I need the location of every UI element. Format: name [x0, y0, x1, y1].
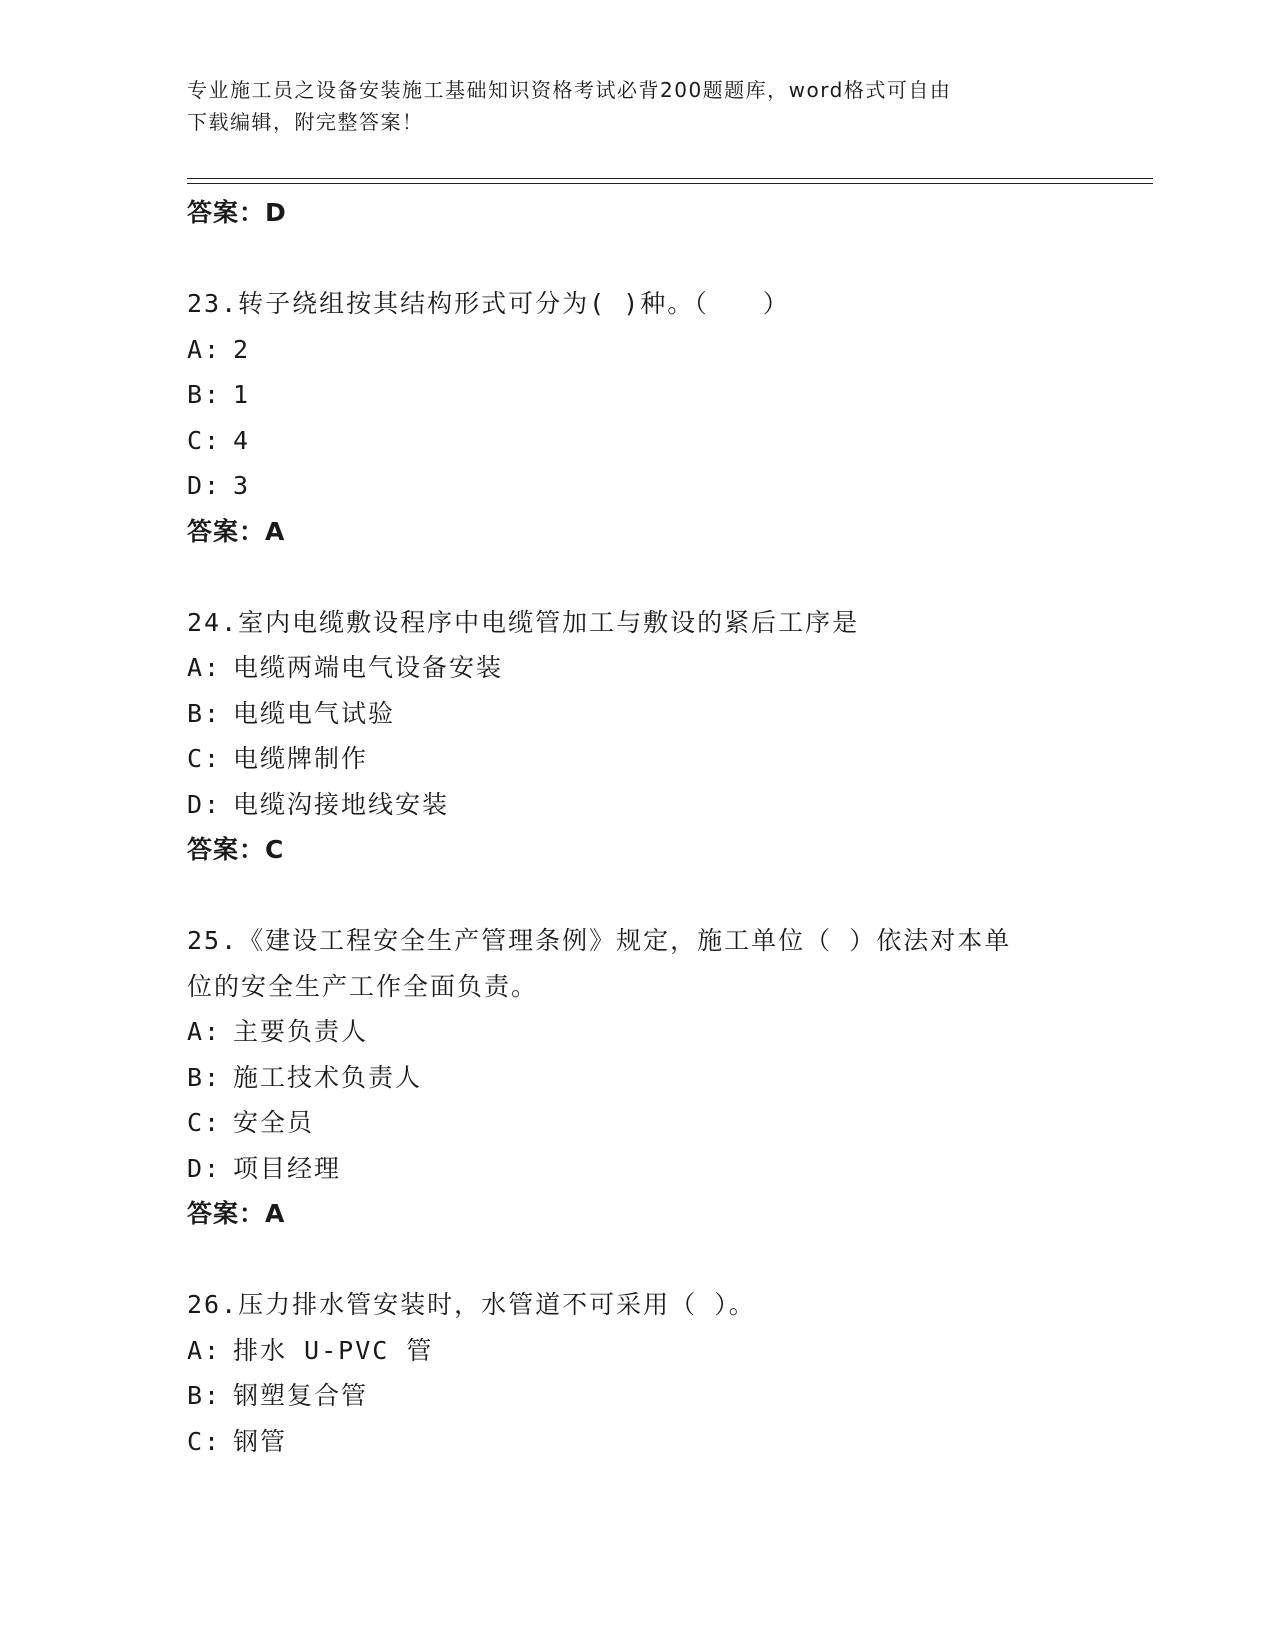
option-text: 安全员: [233, 1108, 315, 1137]
option-d: [187, 782, 1087, 828]
option-c: [187, 1100, 1087, 1146]
question-24: [187, 600, 1087, 873]
option-a: [187, 645, 1087, 691]
question-stem: 23.转子绕组按其结构形式可分为( )种。（ ）: [187, 289, 790, 318]
option-text: 电缆电气试验: [233, 698, 396, 728]
option-text: 排水 U-PVC 管: [233, 1335, 434, 1365]
option-key: A:: [187, 1335, 222, 1365]
question-stem-line-2: 位的安全生产工作全面负责。: [187, 971, 539, 1001]
header-rule-bottom: [187, 183, 1153, 184]
spacer: [187, 554, 1087, 600]
option-text: 2: [233, 334, 251, 364]
option-b: [187, 1373, 1087, 1419]
question-26: [187, 1282, 1087, 1464]
option-key: A:: [187, 334, 222, 364]
option-c: [187, 736, 1087, 782]
question-stem: 26.压力排水管安装时，水管道不可采用（ ）。: [187, 1290, 756, 1319]
question-25: [187, 918, 1087, 1237]
option-text: 主要负责人: [233, 1017, 369, 1046]
option-text: 电缆两端电气设备安装: [233, 653, 504, 682]
option-text: 电缆牌制作: [233, 744, 369, 773]
option-text: 项目经理: [233, 1153, 342, 1183]
question-list: [187, 190, 1087, 1464]
answer-line: 答案：A: [187, 516, 286, 546]
answer-line: 答案：D: [187, 198, 287, 227]
spacer: [187, 1237, 1087, 1283]
answer-line: 答案：A: [187, 1199, 286, 1228]
option-text: 电缆沟接地线安装: [233, 789, 450, 819]
spacer: [187, 236, 1087, 282]
option-text: 3: [233, 471, 251, 500]
option-key: D:: [187, 789, 222, 819]
document-header: [187, 74, 1067, 138]
option-key: D:: [187, 471, 222, 500]
option-b: [187, 372, 1087, 418]
option-b: [187, 691, 1087, 737]
option-key: B:: [187, 698, 222, 728]
option-d: [187, 463, 1087, 509]
option-d: [187, 1146, 1087, 1192]
question-23: [187, 281, 1087, 554]
header-line-1: 专业施工员之设备安装施工基础知识资格考试必背200题题库，word格式可自由: [187, 78, 952, 102]
answer-line: 答案：C: [187, 835, 285, 864]
option-c: [187, 418, 1087, 464]
question-stem: 24.室内电缆敷设程序中电缆管加工与敷设的紧后工序是: [187, 607, 860, 637]
spacer: [187, 873, 1087, 919]
option-key: C:: [187, 1426, 222, 1456]
header-line-2: 下载编辑，附完整答案！: [187, 110, 424, 134]
option-a: [187, 327, 1087, 373]
option-key: A:: [187, 1017, 222, 1046]
option-key: C:: [187, 425, 222, 455]
option-text: 钢管: [233, 1426, 288, 1456]
option-text: 1: [233, 380, 251, 409]
option-key: D:: [187, 1153, 222, 1183]
option-c: [187, 1419, 1087, 1465]
option-key: B:: [187, 1381, 222, 1410]
option-key: C:: [187, 744, 222, 773]
option-text: 施工技术负责人: [233, 1062, 423, 1092]
header-rule-top: [187, 178, 1153, 179]
option-b: [187, 1055, 1087, 1101]
option-text: 4: [233, 425, 251, 455]
option-a: [187, 1328, 1087, 1374]
question-stem-line-1: 25.《建设工程安全生产管理条例》规定，施工单位（ ）依法对本单: [187, 926, 1012, 955]
option-text: 钢塑复合管: [233, 1381, 369, 1410]
option-key: B:: [187, 1062, 222, 1092]
option-key: C:: [187, 1108, 222, 1137]
option-key: A:: [187, 653, 222, 682]
option-key: B:: [187, 380, 222, 409]
option-a: [187, 1009, 1087, 1055]
